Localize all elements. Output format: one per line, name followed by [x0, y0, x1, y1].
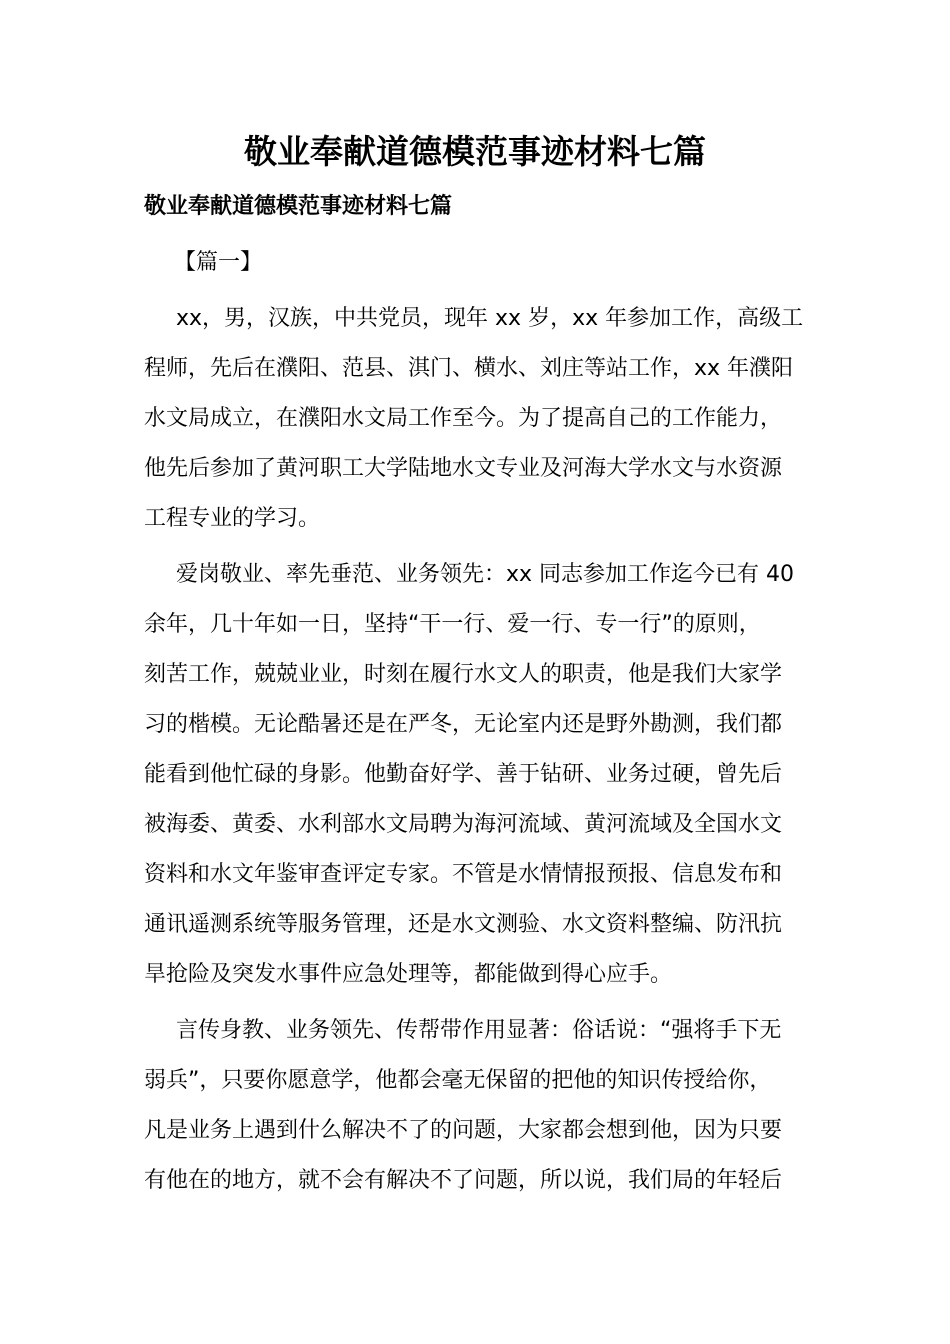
- paragraph-line: 爱岗敬业、率先垂范、业务领先：xx 同志参加工作迄今已有 40: [176, 562, 795, 587]
- paragraph-line: 被海委、黄委、水利部水文局聘为海河流域、黄河流域及全国水文: [144, 812, 783, 837]
- paragraph-line: 习的楷模。无论酷暑还是在严冬，无论室内还是野外勘测，我们都: [144, 712, 783, 737]
- paragraph-line: 程师，先后在濮阳、范县、淇门、横水、刘庄等站工作，xx 年濮阳: [144, 356, 794, 381]
- paragraph-line: 旱抢险及突发水事件应急处理等，都能做到得心应手。: [144, 962, 673, 987]
- paragraph-line: 有他在的地方，就不会有解决不了问题，所以说，我们局的年轻后: [144, 1168, 783, 1193]
- document-title: 敬业奉献道德模范事迹材料七篇: [244, 132, 706, 171]
- paragraph-line: 能看到他忙碌的身影。他勤奋好学、善于钻研、业务过硬，曾先后: [144, 762, 783, 787]
- paragraph-line: 余年，几十年如一日，坚持“干一行、爱一行、专一行”的原则，: [144, 612, 761, 637]
- paragraph-line: 言传身教、业务领先、传帮带作用显著：俗话说：“强将手下无: [176, 1018, 782, 1043]
- paragraph-line: xx，男，汉族，中共党员，现年 xx 岁，xx 年参加工作，高级工: [176, 306, 804, 331]
- paragraph-line: 水文局成立，在濮阳水文局工作至今。为了提高自己的工作能力，: [144, 406, 783, 431]
- paragraph-line: 刻苦工作，兢兢业业，时刻在履行水文人的职责，他是我们大家学: [144, 662, 783, 687]
- paragraph-line: 工程专业的学习。: [144, 506, 321, 531]
- document-subtitle: 敬业奉献道德模范事迹材料七篇: [144, 194, 453, 219]
- paragraph-line: 凡是业务上遇到什么解决不了的问题，大家都会想到他，因为只要: [144, 1118, 783, 1143]
- paragraph-line: 他先后参加了黄河职工大学陆地水文专业及河海大学水文与水资源: [144, 456, 783, 481]
- paragraph-line: 资料和水文年鉴审查评定专家。不管是水情情报预报、信息发布和: [144, 862, 783, 887]
- paragraph-line: 通讯遥测系统等服务管理，还是水文测验、水文资料整编、防汛抗: [144, 912, 783, 937]
- paragraph-line: 弱兵”，只要你愿意学，他都会毫无保留的把他的知识传授给你，: [144, 1068, 772, 1093]
- section-heading: 【篇一】: [174, 250, 263, 275]
